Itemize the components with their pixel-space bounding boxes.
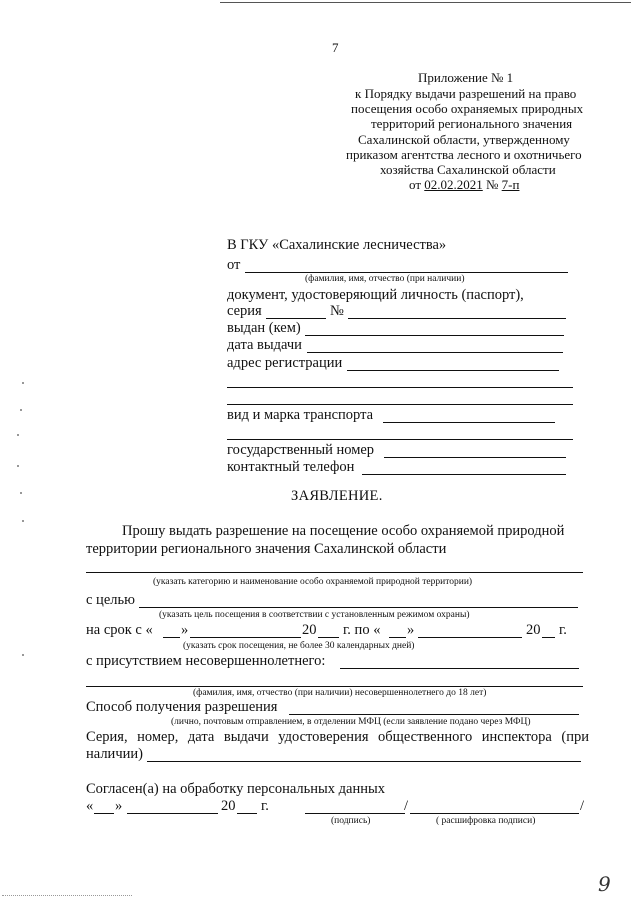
reg-address-label: адрес регистрации [227, 355, 343, 371]
sig-quote-close: » [115, 798, 123, 814]
signature-decode-field[interactable] [410, 813, 579, 814]
scan-speck [20, 492, 22, 494]
term-day-to[interactable] [389, 637, 406, 638]
page-number: 7 [332, 40, 339, 55]
term-year-to[interactable] [542, 637, 555, 638]
slash-2: / [580, 798, 585, 814]
method-field[interactable] [289, 714, 579, 715]
series-label: серия [227, 303, 262, 319]
consent-label: Согласен(а) на обработку персональных данных [86, 781, 385, 797]
appendix-line: территорий регионального значения [371, 116, 573, 131]
appendix-line: посещения особо охраняемых природных [351, 101, 584, 116]
issued-by-label: выдан (кем) [227, 320, 301, 336]
term-quote-close: » [181, 622, 189, 638]
term-to-label: г. по « [343, 622, 381, 638]
term-quote-close-2: » [407, 622, 415, 638]
minor-field[interactable] [340, 668, 579, 669]
signature-field[interactable] [305, 813, 405, 814]
term-month-to[interactable] [418, 637, 522, 638]
purpose-label: с целью [86, 592, 135, 608]
issue-date-field[interactable] [307, 352, 563, 353]
inspector-field[interactable] [147, 761, 581, 762]
plate-label: государственный номер [227, 442, 375, 458]
scan-speck [22, 654, 24, 656]
term-month-from[interactable] [190, 637, 301, 638]
request-text: Прошу выдать разрешение на посещение особо охраняемой природной [122, 523, 565, 539]
territory-hint: (указать категорию и наименование особо охраняемой природной территории) [153, 577, 473, 587]
issue-date-label: дата выдачи [227, 337, 302, 353]
transport-field[interactable] [383, 422, 555, 423]
sig-year-field[interactable] [237, 813, 257, 814]
appendix-title: Приложение № 1 [418, 70, 514, 85]
series-field[interactable] [266, 318, 326, 319]
sig-day-field[interactable] [94, 813, 114, 814]
passport-number-label: № [330, 303, 344, 319]
decode-hint: ( расшифровка подписи) [436, 816, 536, 826]
scan-speck [22, 382, 24, 384]
sig-quote-open: « [86, 798, 94, 814]
purpose-hint: (указать цель посещения в соответствии с установленным режимом охраны) [159, 610, 470, 620]
term-hint: (указать срок посещения, не более 30 календарных дней) [183, 641, 415, 651]
term-year-label: г. [559, 622, 567, 638]
addressee: В ГКУ «Сахалинские лесничества» [227, 237, 447, 253]
sig-year-prefix: 20 [221, 798, 236, 814]
term-prefix: на срок с « [86, 622, 153, 638]
transport-label: вид и марка транспорта [227, 407, 374, 423]
order-date: 02.02.2021 [424, 177, 483, 192]
reg-address-field-3[interactable] [227, 404, 573, 405]
passport-number-field[interactable] [348, 318, 566, 319]
term-day-from[interactable] [163, 637, 180, 638]
appendix-line: хозяйства Сахалинской области [380, 162, 556, 177]
purpose-field[interactable] [139, 607, 578, 608]
minor-hint: (фамилия, имя, отчество (при наличии) несовершеннолетнего до 18 лет) [193, 688, 487, 698]
inspector-label: Серия, номер, дата выдачи удостоверения общественного инспектора (при [86, 729, 589, 745]
phone-field[interactable] [362, 474, 566, 475]
term-year-prefix-2: 20 [526, 622, 541, 638]
appendix-line: к Порядку выдачи разрешений на право [355, 86, 577, 101]
scan-speck [20, 409, 22, 411]
scan-speck [17, 434, 19, 436]
from-label: от [227, 257, 241, 273]
minor-label: с присутствием несовершеннолетнего: [86, 653, 326, 669]
date-prefix: от [409, 177, 422, 192]
inspector-label-2: наличии) [86, 746, 143, 762]
appendix-line: Сахалинской области, утвержденному [358, 132, 570, 147]
handwritten-page-mark: 9 [598, 872, 611, 896]
top-edge-line [220, 2, 631, 3]
sig-year-label: г. [261, 798, 269, 814]
scan-speck [17, 465, 19, 467]
phone-label: контактный телефон [227, 459, 355, 475]
term-year-from[interactable] [318, 637, 339, 638]
appendix-date-line [409, 177, 519, 193]
method-hint: (лично, почтовым отправлением, в отделении МФЦ (если заявление подано через МФЦ) [171, 717, 531, 727]
statement-title: ЗАЯВЛЕНИЕ. [291, 488, 383, 504]
order-number: 7-п [501, 177, 520, 192]
issued-by-field[interactable] [305, 335, 564, 336]
scan-noise [2, 895, 132, 899]
fio-hint: (фамилия, имя, отчество (при наличии) [305, 274, 465, 284]
sig-month-field[interactable] [127, 813, 218, 814]
plate-field[interactable] [384, 457, 566, 458]
slash-1: / [404, 798, 409, 814]
term-year-prefix: 20 [302, 622, 317, 638]
from-field[interactable] [245, 272, 568, 273]
document-label: документ, удостоверяющий личность (паспорт), [227, 287, 524, 303]
territory-field[interactable] [86, 572, 583, 573]
number-label: № [486, 177, 499, 192]
scan-speck [22, 520, 24, 522]
request-text-2: территории регионального значения Сахалинской области [86, 541, 447, 557]
minor-field-2[interactable] [86, 686, 583, 687]
transport-field-2[interactable] [227, 439, 573, 440]
signature-hint: (подпись) [331, 816, 371, 826]
reg-address-field[interactable] [347, 370, 559, 371]
appendix-line: приказом агентства лесного и охотничьего [346, 147, 582, 162]
method-label: Способ получения разрешения [86, 699, 278, 715]
reg-address-field-2[interactable] [227, 387, 573, 388]
